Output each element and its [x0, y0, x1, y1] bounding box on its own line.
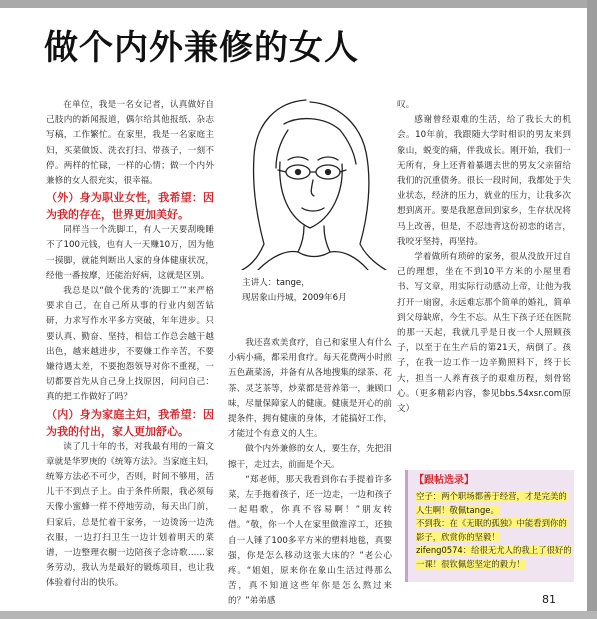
caption-speaker: 主讲人：tange，: [242, 278, 310, 288]
comment-text: 不到我：在《无眠的孤独》中能看到你的影子，欣赏你的坚毅！: [416, 518, 567, 542]
viewer-bottom-border: [0, 611, 597, 619]
viewer-scrollbar[interactable]: [587, 0, 597, 619]
paragraph: 叹。: [397, 100, 415, 110]
paragraph: 在单位，我是一名女记者，认真做好自己肢内的新闻报道，偶尔给其他报纸、杂志写稿，工作繁忙。在家里，我是一名家庭主妇，买菜做饭、洗衣打扫、带孩子，一刻不停。两样的忙碌，一样的心情；做一个内外兼修的女人很充实，很幸福。: [46, 100, 214, 187]
paragraph: 我还喜欢美食疗，自己和家里人有什么小病小痛，都采用食疗。每天花费两小时煎五色蔬菜汤，并备有从各地搜集的绿茶、花茶、灵芝茶等，炒菜都是营养第一，兼顾口味，尽量保障家人的健康。健康是开心的前提条件，拥有健康的身体，才能搞好工作，才能过个有意义的人生。: [228, 338, 392, 440]
paragraph: 感谢曾经艰难的生活，给了我长大的机会。10年前，我跟随大学时相识的男友来到象山，蜕变的痛，伴我成长。刚开始，我们一无所有，身上还背着暴遇去世的男友父亲留给我们的沉重债务。很长一段时间，我都处于失业状态，经济的压力，就业的压力，让我多次想到离开。要是我愿意回到家乡，生存状况将马上改善，但是，不忍违背这份初恋的诺言，我咬牙坚持，再坚持。: [397, 115, 571, 247]
pull-quote-inner: （内）身为家庭主妇，我希望：因为我的付出，家人更加舒心。: [46, 407, 214, 438]
paragraph: 学着做所有琐碎的家务，很从没放开过自己的理想，坐在不到10平方米的小屋里看书、写文章，用实际行动感动上帝，让他为我打开一扇窗，永远难忘那个简单的婚礼，简单到父母缺席，今生不忘。从生下孩子还在医院的那一天起，我就几乎是日夜一个人照顾孩子，以至于在生产后的第21天，病倒了。孩子，在我一边工作一边辛勤照料下，终于长大，担当一人养育孩子的艰难历程，刻骨铭心。（更多精彩内容，参见bbs.54xsr.com原文）: [397, 252, 571, 415]
article-title: 做个内外兼修的女人: [44, 28, 359, 68]
author-portrait-illustration: [228, 94, 392, 270]
comment-text: 空子：两个职场都善于经营，才是完美的人生啊！敬佩tange。: [416, 491, 567, 515]
comment-item: [416, 517, 574, 544]
paragraph: 做个内外兼修的女人，要生存，先把泪擦干，走过去，前面是个天。: [228, 444, 392, 470]
paragraph: 我总是以“做个优秀的‘洗脚工’”来严格要求自己，在自己所从事的行业内刻苦钻研，力求写作水平多方突破，年年进步。只要认真、勤奋、坚持，相信工作总会越干越出色，越来越进步，不要嫌工作辛苦，不要嫌待遇太差，不要抱怨领导对你不重视，一切都要首先从自己身上找原因，问问自己：真的把工作做好了吗？: [46, 286, 214, 403]
left-column: [46, 98, 214, 592]
comments-list: [416, 490, 574, 571]
right-column: [397, 98, 571, 417]
caption-location-date: 现居象山丹城，2009年6月: [242, 293, 347, 303]
viewer-top-border: [0, 0, 597, 8]
paragraph: “郑老师，那天我看到你右手提着许多菜，左手拖着孩子，还一边走，一边和孩子一起唱歌，你真不容易啊！”朋友转借。“敬，你一个人在家里做淮淳工，还独自一人锤了100多平方米的塑料地毯，真要强，你是怎么移动这张大床的？”老公心疼。“姐姐，原来你在象山生活过得那么苦，真不知道这些年你是怎么熬过来的？”弟弟感: [228, 474, 392, 607]
middle-column: [228, 336, 392, 610]
comment-text: zifeng0574：给很无尤人的我上了很好的一课！很钦佩您坚定的毅力！: [416, 545, 572, 569]
comments-heading: 【跟帖选录】: [414, 475, 474, 486]
portrait-caption: [242, 276, 392, 306]
comment-item: [416, 544, 574, 571]
pull-quote-outer: （外）身为职业女性，我希望：因为我的存在，世界更加美好。: [46, 191, 214, 222]
comment-item: [416, 490, 574, 517]
comments-box: [405, 470, 574, 582]
page-number: 81: [542, 593, 556, 606]
paragraph: 读了几十年的书，对我最有用的一篇文章就是华罗庚的《统筹方法》。当家庭主妇，统筹方法必不可少，否则，时间不够用，活儿干不到点子上。由于条件所限，我必须每天像小蜜蜂一样不停地劳动，每天出门前，归家后，总是忙着干家务，一边烫汤一边洗衣服，一边打扫卫生一边计划着明天的菜谱，一边整理衣橱一边陪孩子念诗歌……家务劳动，我认为是最好的锻炼项目，也让我体验着付出的快乐。: [46, 441, 214, 589]
paragraph: 同样当一个洗脚工，有人一天要刮晚睡不了100元钱，也有人一天赚10万，因为他一摸脚，就能判断出人家的身体健康状况，经他一番按摩，还能治好病，这就是区别。: [46, 225, 214, 281]
